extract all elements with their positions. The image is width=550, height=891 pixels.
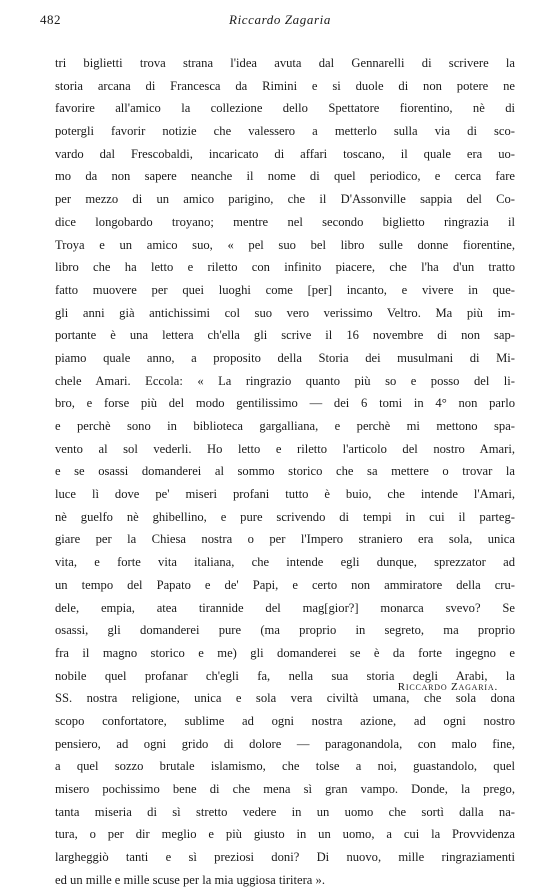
text-line: ed un mille e mille scuse per la mia uggiosa tiritera ». <box>55 872 325 887</box>
text-line: piamo quale anno, a proposito della Storia dei musulmani di Mi- <box>55 350 515 365</box>
page-number: 482 <box>40 12 61 27</box>
text-line: fatto muovere per quei luoghi come [per] incanto, e vivere in que- <box>55 282 515 297</box>
text-line: luce lì dove pe' miseri profani tutto è buio, che intende l'Amari, <box>55 487 515 502</box>
text-line: largheggiò tanti e sì preziosi doni? Di nuovo, mille ringraziamenti <box>55 850 515 865</box>
page-header <box>40 12 520 32</box>
text-line: per mezzo di un amico parigino, che il D'Assonville sappia del Co- <box>55 192 515 207</box>
text-line: storia arcana di Francesca da Rimini e si duole di non potere ne <box>55 78 515 93</box>
body-paragraph <box>55 52 515 891</box>
text-line: tura, o per dir meglio e più giusto in un uomo, a cui la Provvidenza <box>55 827 515 842</box>
text-line: un tempo del Papato e de' Papi, e certo non ammiratore della cru- <box>55 577 515 592</box>
text-line: giare per la Chiesa nostra o per l'Impero straniero era sola, unica <box>55 532 515 547</box>
text-line: mo da non sapere neanche il nome di quel periodico, e cerca fare <box>55 169 515 184</box>
text-line: misero pochissimo bene di che mena sì gran vampo. Donde, la prego, <box>55 782 515 796</box>
text-line: potergli favorir notizie che valessero a metterlo sulla via di sco- <box>55 124 515 139</box>
text-line: SS. nostra religione, unica e sola vera civiltà umana, che sola dona <box>55 691 515 706</box>
text-line: scopo confortatore, sublime ad ogni nostra azione, ad ogni nostro <box>55 713 515 728</box>
text-line: tanta miseria di sì stretto vedere in un uomo che sortì dalla na- <box>55 804 515 819</box>
text-line: osassi, gli domanderei pure (ma proprio in segreto, ma proprio <box>55 623 515 638</box>
text-line: vardo dal Frescobaldi, incaricato di affari toscano, il quale era uo- <box>55 146 515 161</box>
text-line: pensiero, ad ogni grido di dolore — paragonandola, con malo fine, <box>55 736 515 751</box>
text-line: tri biglietti trova strana l'idea avuta dal Gennarelli di scrivere la <box>55 56 515 70</box>
text-line: chele Amari. Eccola: « La ringrazio quanto più so e posso del li- <box>55 373 515 388</box>
text-line: portante è una lettera ch'ella gli scrive il 16 novembre di non sap- <box>55 328 515 343</box>
author-signature: Riccardo Zagaria. <box>397 681 498 693</box>
text-line: vita, e forte vita italiana, che intende egli dunque, sprezzator ad <box>55 555 515 570</box>
text-line: dele, empia, atea tirannide del mag[gior?] monarca svevo? Se <box>55 600 515 615</box>
text-line: gli anni già antichissimi col suo vero verissimo Veltro. Ma più im- <box>55 305 515 320</box>
text-line: bro, e forse più del modo gentilissimo — dei 6 tomi in 4° non parlo <box>55 396 515 411</box>
text-line: fra il magno storico e me) gli domanderei se è da forte ingegno e <box>55 645 515 660</box>
text-line: dice longobardo troyano; mentre nel secondo biglietto ringrazia il <box>55 214 515 229</box>
text-line: nobile quel profanar ch'egli fa, nella sua storia degli Arabi, la <box>55 668 515 683</box>
text-line: e se osassi domanderei al sommo storico che sa mettere o trovar la <box>55 464 515 479</box>
text-line: favorire all'amico la collezione dello Spettatore fiorentino, nè di <box>55 101 515 116</box>
running-title: Riccardo Zagaria <box>229 12 331 27</box>
text-line: nè guelfo nè ghibellino, e pure scrivendo di tempi in cui il parteg- <box>55 509 515 524</box>
text-line: vento al sol vederli. Ho letto e riletto l'articolo del nostro Amari, <box>55 441 515 456</box>
text-line: e perchè sono in biblioteca gargalliana, e perchè mi mettono spa- <box>55 419 515 433</box>
text-line: a quel sozzo brutale islamismo, che tolse a noi, guastandolo, quel <box>55 759 515 774</box>
text-line: Troya e un amico suo, « pel suo bel libro sulle donne fiorentine, <box>55 237 515 252</box>
text-line: libro che ha letto e riletto con infinito piacere, che l'ha d'un tratto <box>55 260 515 275</box>
